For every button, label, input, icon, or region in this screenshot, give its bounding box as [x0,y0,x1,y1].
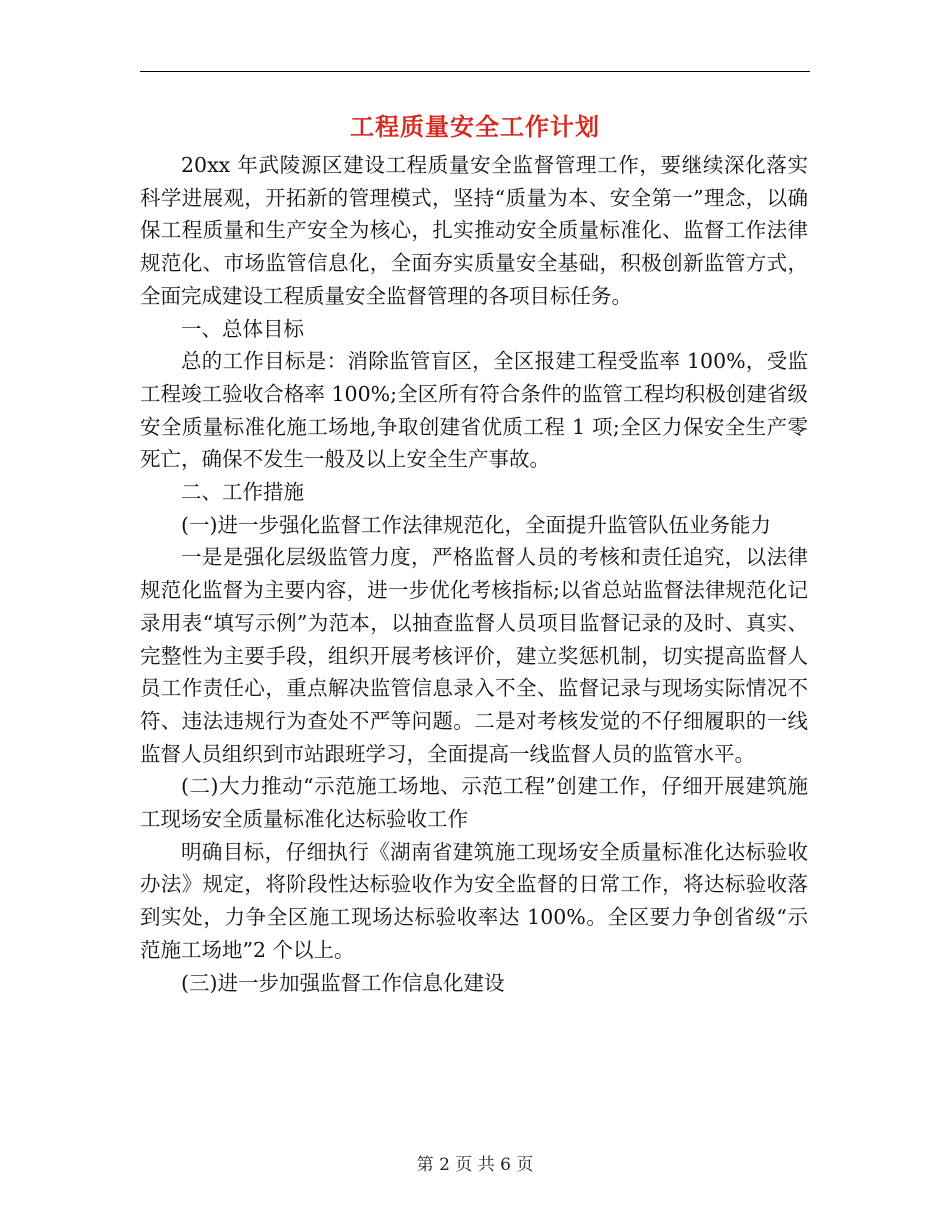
subsection-heading-2: (二)大力推动“示范施工场地、示范工程”创建工作，仔细开展建筑施工现场安全质量标准化达标验收工作 [140,774,808,832]
intro-paragraph: 20xx 年武陵源区建设工程质量安全监督管理工作，要继续深化落实科学进展观，开拓新的管理模式，坚持“质量为本、安全第一”理念，以确保工程质量和生产安全为核心，扎实推动安全质量标准化、监督工作法律规范化、市场监管信息化，全面夯实质量安全基础，积极创新监管方式，全面完成建设工程质量安全监督管理的各项目标任务。 [140,153,808,308]
goals-paragraph: 总的工作目标是：消除监管盲区，全区报建工程受监率 100%，受监工程竣工验收合格率 100%;全区所有符合条件的监管工程均积极创建省级安全质量标准化施工场地,争取创建省优质工程 1 项;全区力保安全生产零死亡，确保不发生一般及以上安全生产事故。 [140,349,808,472]
section-heading-overall-goals: 一、总体目标 [181,316,304,341]
subsection-heading-3: (三)进一步加强监督工作信息化建设 [181,970,505,995]
measures-paragraph-2: 明确目标，仔细执行《湖南省建筑施工现场安全质量标准化达标验收办法》规定，将阶段性达标验收作为安全监督的日常工作，将达标验收落到实处，力争全区施工现场达标验收率达 100%。全区要力争创省级“示范施工场地”2 个以上。 [140,839,808,962]
page-footer [140,1153,810,1177]
section-heading-work-measures: 二、工作措施 [181,480,304,505]
document-body [140,149,808,999]
header-rule [140,71,810,72]
page-number: 第 2 页 共 6 页 [416,1155,534,1175]
subsection-heading-1: (一)进一步强化监督工作法律规范化，全面提升监管队伍业务能力 [181,512,771,537]
document-title: 工程质量安全工作计划 [350,112,600,141]
measures-paragraph-1: 一是是强化层级监管力度，严格监督人员的考核和责任追究，以法律规范化监督为主要内容，进一步优化考核指标;以省总站监督法律规范化记录用表“填写示例”为范本，以抽查监督人员项目监督记录的及时、真实、完整性为主要手段，组织开展考核评价，建立奖惩机制，切实提高监督人员工作责任心，重点解决监管信息录入不全、监督记录与现场实际情况不符、违法违规行为查处不严等问题。二是对考核发觉的不仔细履职的一线监督人员组织到市站跟班学习，全面提高一线监督人员的监管水平。 [140,545,808,766]
